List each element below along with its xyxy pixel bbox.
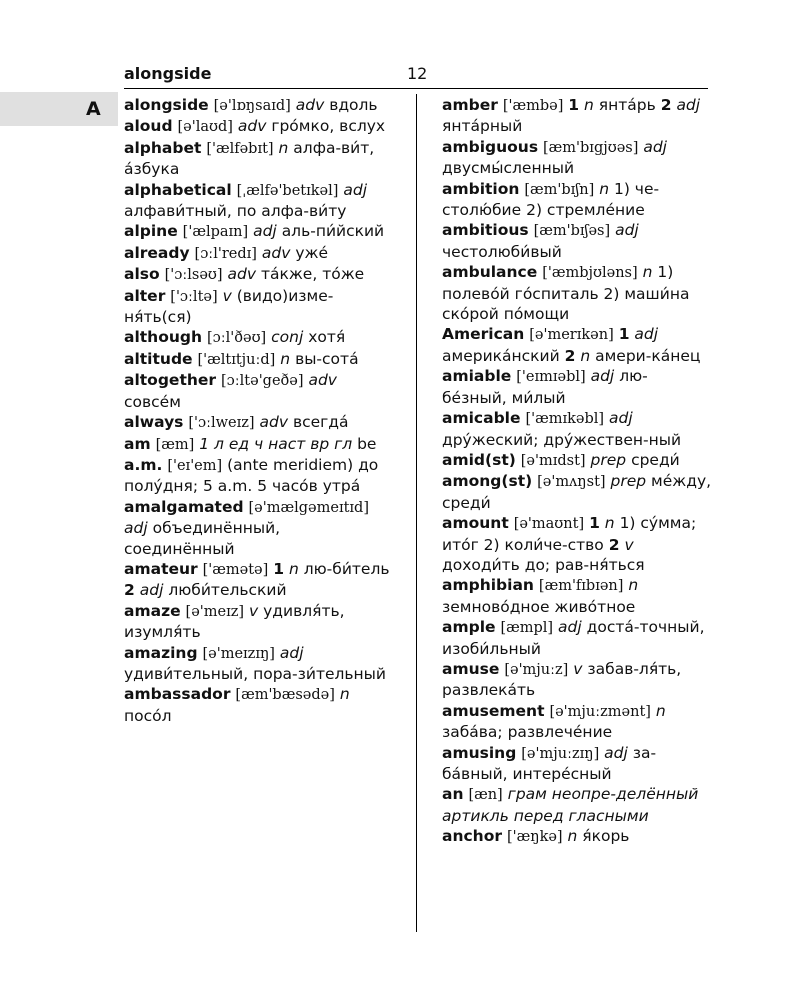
part-of-speech: n (599, 179, 610, 198)
header-guide-word: alongside (124, 64, 212, 83)
headword: amid(st) (442, 450, 516, 469)
phonetic: [ə'mʌŋst] (537, 474, 606, 491)
part-of-speech: n (339, 685, 350, 704)
phonetic: [ɔːl'ðəʊ] (206, 330, 267, 347)
headword: an (442, 785, 464, 804)
definition: посо́л (124, 706, 172, 725)
definition: амери-ка́нец (595, 346, 701, 365)
definition: совсе́м (124, 392, 181, 411)
part-of-speech: adj (279, 643, 304, 662)
headword: alongside (124, 96, 209, 114)
definition: я́корь (582, 827, 630, 846)
definition: земново́дное живо́тное (442, 597, 636, 616)
dictionary-entry (442, 471, 712, 513)
definition: хотя́ (308, 328, 346, 347)
headword: anchor (442, 827, 503, 846)
part-of-speech: n (567, 827, 578, 846)
definition: уже́ (295, 243, 328, 262)
definition: алфа-ви́т, а́збука (124, 138, 375, 179)
definition: be (357, 434, 377, 453)
dictionary-entry (124, 286, 394, 328)
headword: amalgamated (124, 497, 244, 516)
dictionary-entry (124, 684, 394, 726)
part-of-speech: n (278, 138, 289, 157)
definition: америка́нский (442, 346, 560, 365)
dictionary-entry (442, 513, 712, 575)
headword: altogether (124, 371, 217, 390)
definition: ме́жду, среди́ (442, 472, 712, 512)
part-of-speech: adj (608, 409, 633, 428)
dictionary-entry (124, 497, 394, 559)
headword: alphabet (124, 138, 202, 157)
part-of-speech: adv (237, 117, 267, 136)
phonetic: ['æltɪtjuːd] (197, 351, 276, 368)
definition: 1) че-столю́бие 2) стремле́ние (442, 179, 660, 220)
phonetic: [æm'bɪʃəs] (533, 223, 611, 240)
definition: гро́мко, вслух (271, 117, 386, 136)
phonetic: [æm'bæsədə] (235, 687, 335, 704)
letter-tab (0, 92, 118, 126)
dictionary-entry (124, 643, 394, 685)
phonetic: [ə'meɪzɪŋ] (202, 645, 275, 662)
phonetic: [æmpl] (500, 620, 554, 637)
headword: amiable (442, 367, 512, 386)
left-column (124, 95, 394, 726)
phonetic: ['ɔːltə] (170, 288, 218, 305)
phonetic: [ɔːl'redɪ] (194, 245, 257, 262)
part-of-speech: adj (343, 180, 368, 199)
dictionary-entry (442, 617, 712, 659)
sense-number: 2 (124, 581, 135, 600)
definition: за-ба́вный, интере́сный (442, 743, 657, 783)
definition: честолюби́вый (442, 242, 562, 261)
phonetic: [æm'bɪgjʊəs] (543, 139, 639, 156)
phonetic: [ə'lɒŋsaɪd] (213, 98, 291, 114)
phonetic: ['æmətə] (202, 561, 269, 578)
definition: янта́рный (442, 117, 523, 136)
part-of-speech: n (655, 701, 666, 720)
headword: amount (442, 514, 509, 533)
headword: although (124, 328, 203, 347)
headword: amicable (442, 409, 521, 428)
column-divider (416, 94, 417, 932)
phonetic: ['æmɪkəbl] (525, 411, 605, 428)
part-of-speech: conj (271, 328, 304, 347)
dictionary-entry (442, 659, 712, 701)
definition: лю-бе́зный, ми́лый (442, 367, 648, 407)
part-of-speech: n (628, 576, 639, 595)
letter-tab-label: A (86, 98, 101, 120)
dictionary-entry (442, 784, 712, 826)
headword: aloud (124, 117, 173, 136)
headword: ample (442, 618, 496, 637)
definition: дру́жеский; дру́жествен-ный (442, 430, 682, 449)
dictionary-entry (124, 559, 394, 601)
right-column (442, 95, 712, 848)
sense-number: 2 (608, 535, 620, 554)
sense-number: 1 (618, 325, 630, 344)
dictionary-entry (124, 434, 394, 455)
definition: та́кже, то́же (260, 265, 365, 284)
part-of-speech: n (288, 559, 299, 578)
dictionary-entry (442, 408, 712, 450)
phonetic: [ə'maʊnt] (513, 516, 585, 533)
phonetic: [ə'mælgəmeɪtɪd] (248, 499, 369, 516)
sense-number: 1 (589, 514, 600, 533)
dictionary-entry (124, 221, 394, 242)
part-of-speech: adv (227, 265, 257, 284)
phonetic: ['eɪmɪəbl] (516, 369, 586, 386)
dictionary-entry (124, 455, 394, 497)
dictionary-entry (442, 450, 712, 471)
phonetic: ['ælpaɪn] (182, 224, 249, 241)
dictionary-entry (442, 575, 712, 617)
part-of-speech: adj (590, 367, 615, 386)
part-of-speech: adj (643, 137, 667, 156)
part-of-speech: adv (261, 243, 291, 262)
definition: забав-ля́ть, развлека́ть (442, 659, 682, 700)
phonetic: [ə'mjuːz] (504, 661, 569, 678)
phonetic: [ə'meɪz] (185, 603, 245, 620)
definition: вдоль (329, 96, 378, 114)
phonetic: [ə'mɪdst] (520, 452, 586, 469)
part-of-speech: adj (253, 222, 277, 241)
headword: always (124, 413, 184, 432)
sense-number: 1 (273, 559, 285, 578)
definition: люби́тельский (168, 581, 287, 600)
phonetic: [æm] (155, 436, 195, 453)
headword: among(st) (442, 472, 533, 491)
sense-number: 2 (660, 96, 672, 114)
headword: am (124, 434, 151, 453)
part-of-speech: adj (139, 581, 164, 600)
headword: a.m. (124, 455, 163, 474)
headword: amusement (442, 701, 545, 720)
headword: also (124, 265, 160, 284)
definition: 1) су́мма; ито́г 2) коли́че-ство (442, 514, 697, 554)
definition: доходи́ть до; рав-ня́ться (442, 555, 645, 574)
definition: заба́ва; развлече́ние (442, 723, 613, 742)
phonetic: ['æmbjʊləns] (542, 265, 638, 282)
dictionary-entry (124, 349, 394, 370)
dictionary-entry (124, 95, 394, 116)
dictionary-entry (442, 324, 712, 366)
header-rule (124, 88, 708, 89)
dictionary-entry (124, 243, 394, 264)
part-of-speech: n (642, 263, 653, 282)
headword: alphabetical (124, 180, 232, 199)
dictionary-entry (442, 262, 712, 324)
part-of-speech: prep (590, 450, 627, 469)
headword: amber (442, 96, 498, 114)
phonetic: [ˌælfə'betɪkəl] (236, 182, 339, 199)
part-of-speech: adv (259, 413, 289, 432)
phonetic: ['ɔːlweɪz] (188, 415, 255, 432)
definition: (ante meridiem) до полу́дня; 5 a.m. 5 часо́в утра́ (124, 455, 379, 496)
definition: объединённый, соединённый (124, 519, 281, 558)
part-of-speech: n (604, 514, 615, 533)
part-of-speech: adj (124, 519, 148, 538)
headword: already (124, 243, 190, 262)
definition: вы-сота́ (295, 349, 359, 368)
phonetic: [ə'merɪkən] (529, 327, 614, 344)
dictionary-entry (442, 137, 712, 179)
headword: ambulance (442, 263, 538, 282)
headword: altitude (124, 349, 193, 368)
dictionary-entry (124, 138, 394, 180)
definition: алфави́тный, по алфа-ви́ту (124, 202, 347, 221)
phonetic: ['eɪ'em] (167, 457, 223, 474)
headword: amaze (124, 601, 181, 620)
definition: аль-пи́йский (281, 222, 385, 241)
phonetic: [ə'mjuːzɪŋ] (521, 745, 600, 762)
part-of-speech: грам неопре-делённый артикль перед гласными (442, 785, 699, 825)
part-of-speech: n (584, 96, 594, 114)
definition: всегда́ (292, 413, 349, 432)
part-of-speech: v (624, 535, 634, 554)
sense-number: 2 (564, 346, 576, 365)
definition: двусмы́сленный (442, 159, 575, 178)
dictionary-entry (442, 826, 712, 847)
definition: янта́рь (598, 96, 656, 114)
definition: лю-би́тель (303, 559, 390, 578)
phonetic: [æm'bɪʃn] (524, 181, 595, 198)
headword: American (442, 325, 525, 344)
headword: amphibian (442, 576, 534, 595)
headword: amazing (124, 643, 198, 662)
phonetic: [ɔːltə'geðə] (220, 373, 304, 390)
dictionary-entry (124, 327, 394, 348)
dictionary-entry (442, 220, 712, 262)
part-of-speech: adv (308, 371, 337, 390)
phonetic: ['æŋkə] (506, 829, 563, 846)
definition: 1) полево́й го́спиталь 2) маши́на ско́рой по́мощи (442, 263, 690, 324)
part-of-speech: prep (610, 472, 647, 491)
headword: ambitious (442, 221, 529, 240)
sense-number: 1 (568, 96, 580, 114)
part-of-speech: adj (604, 743, 628, 762)
dictionary-entry (124, 180, 394, 222)
definition: (видо)изме-ня́ть(ся) (124, 286, 334, 327)
dictionary-entry (442, 95, 712, 137)
headword: amusing (442, 743, 517, 762)
dictionary-entry (442, 701, 712, 743)
headword: ambition (442, 179, 520, 198)
part-of-speech: n (280, 349, 291, 368)
part-of-speech: adv (295, 96, 325, 114)
phonetic: [æn] (468, 787, 503, 804)
dictionary-entry (124, 412, 394, 433)
dictionary-entry (442, 743, 712, 785)
headword: amuse (442, 659, 500, 678)
dictionary-entry (124, 370, 394, 412)
phonetic: [ə'laʊd] (177, 119, 233, 136)
part-of-speech: v (222, 286, 232, 305)
part-of-speech: adj (634, 325, 659, 344)
dictionary-entry (124, 116, 394, 137)
part-of-speech: adj (558, 618, 582, 637)
phonetic: ['ɔːlsəʊ] (164, 267, 223, 284)
headword: alpine (124, 222, 178, 241)
definition: удиви́тельный, пора-зи́тельный (124, 664, 386, 683)
phonetic: ['ælfəbɪt] (206, 140, 274, 157)
part-of-speech: v (248, 601, 259, 620)
dictionary-entry (124, 264, 394, 285)
page-number: 12 (407, 64, 428, 83)
headword: amateur (124, 559, 198, 578)
dictionary-entry (442, 366, 712, 408)
part-of-speech: adj (676, 96, 701, 114)
phonetic: [æm'fɪbɪən] (538, 578, 624, 595)
phonetic: [ə'mjuːzmənt] (549, 703, 651, 720)
headword: ambassador (124, 685, 231, 704)
part-of-speech: n (580, 346, 591, 365)
part-of-speech: adj (615, 221, 639, 240)
definition: доста́-точный, изоби́льный (442, 618, 705, 658)
headword: ambiguous (442, 137, 539, 156)
definition: удивля́ть, изумля́ть (124, 601, 345, 642)
dictionary-entry (124, 601, 394, 643)
part-of-speech: 1 л ед ч наст вр гл (199, 434, 353, 453)
definition: среди́ (631, 450, 680, 469)
headword: alter (124, 286, 166, 305)
part-of-speech: v (573, 659, 583, 678)
dictionary-entry (442, 179, 712, 221)
phonetic: ['æmbə] (502, 98, 564, 114)
